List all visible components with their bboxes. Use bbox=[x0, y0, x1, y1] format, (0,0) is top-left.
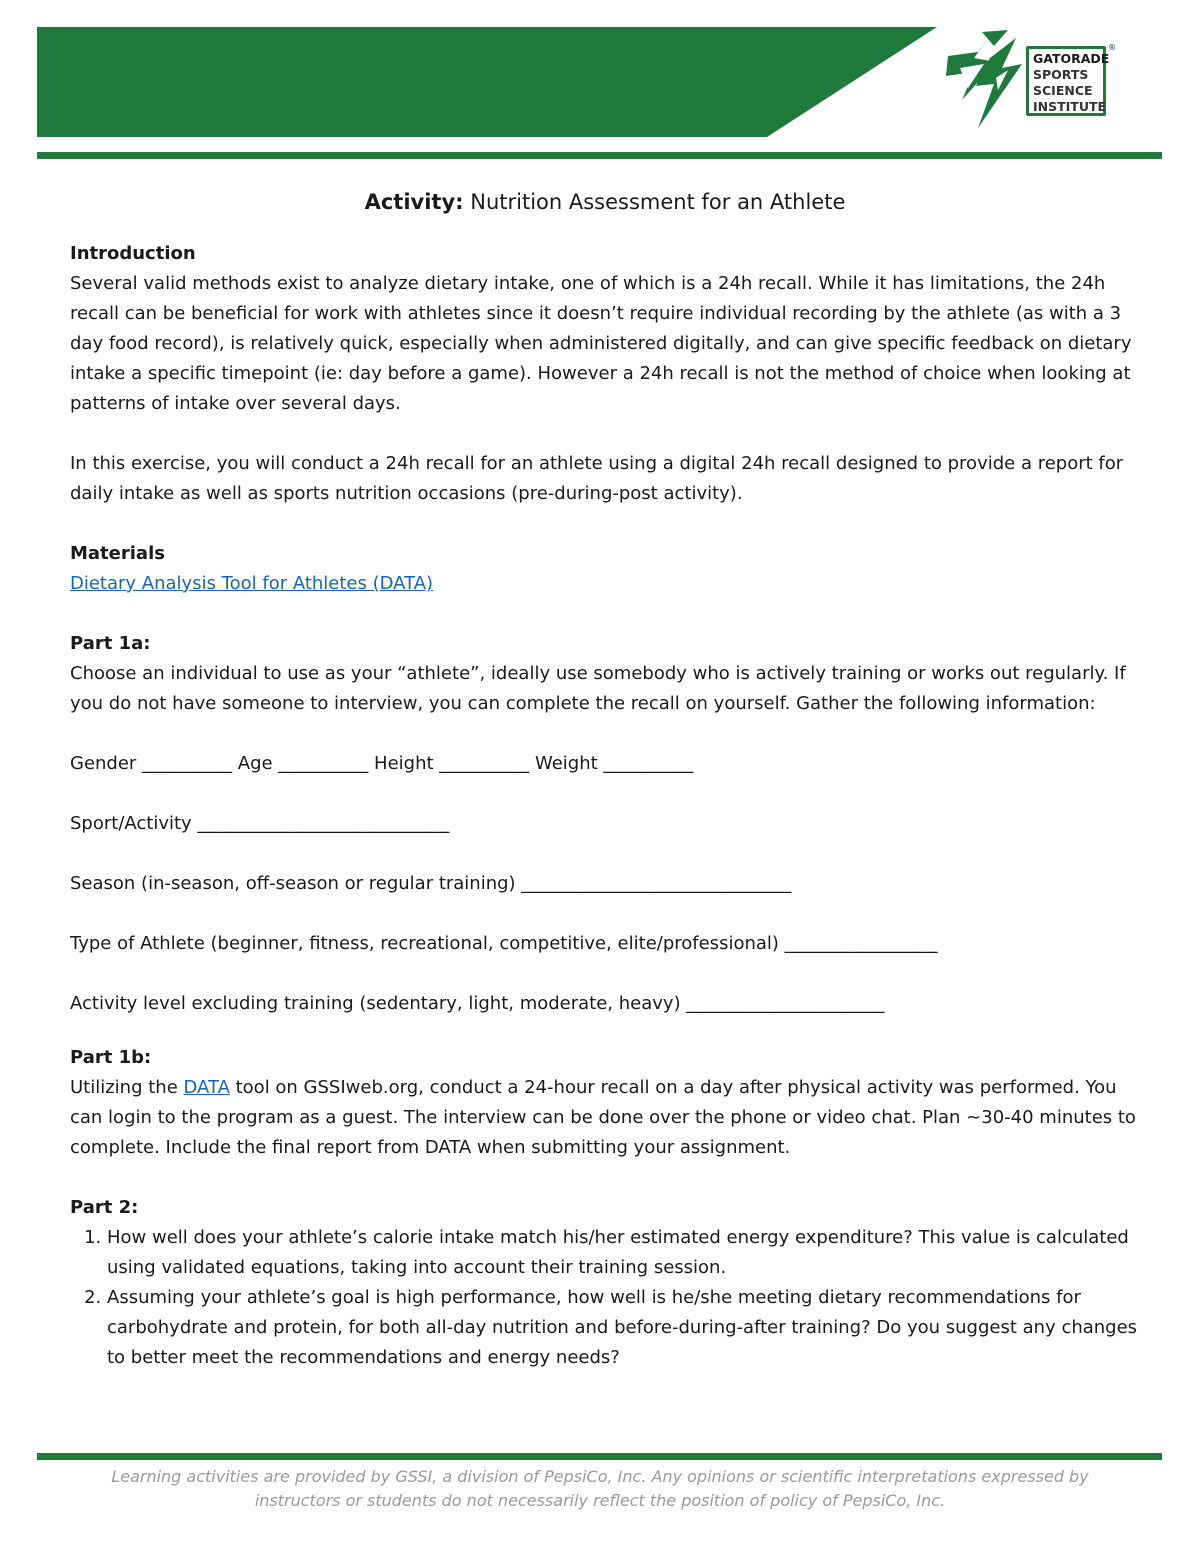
part1a-heading: Part 1a: bbox=[70, 633, 151, 654]
demographics-fields[interactable]: Gender __________ Age __________ Height __________ Weight __________ bbox=[70, 753, 694, 774]
part2-questions bbox=[70, 1223, 1140, 1373]
part1b-text bbox=[70, 1073, 1140, 1163]
activity-level-field[interactable]: Activity level excluding training (sedentary, light, moderate, heavy) ______________________ bbox=[70, 993, 885, 1014]
footer-rule bbox=[37, 1453, 1162, 1460]
part1b-heading: Part 1b: bbox=[70, 1047, 152, 1068]
introduction-paragraph-2: In this exercise, you will conduct a 24h recall for an athlete using a digital 24h recall designed to provide a report for daily intake as well as sports nutrition occasions (pre-during-post activity). bbox=[70, 453, 1124, 504]
athlete-type-field[interactable]: Type of Athlete (beginner, fitness, recreational, competitive, elite/professional) _________________ bbox=[70, 933, 938, 954]
logo-line-2: SPORTS bbox=[1033, 67, 1089, 82]
logo-wordmark bbox=[1026, 46, 1110, 116]
data-tool-link[interactable]: Dietary Analysis Tool for Athletes (DATA) bbox=[70, 573, 434, 594]
footer-line-1: Learning activities are provided by GSSI, a division of PepsiCo, Inc. Any opinions or scientific interpretations expressed by bbox=[111, 1467, 1089, 1486]
footer-disclaimer bbox=[60, 1465, 1140, 1513]
footer-line-2: instructors or students do not necessarily reflect the position of policy of PepsiCo, Inc. bbox=[254, 1491, 946, 1510]
registered-mark: ® bbox=[1108, 43, 1116, 52]
materials-heading: Materials bbox=[70, 543, 165, 564]
question-1: 1. How well does your athlete’s calorie intake match his/her estimated energy expenditure? This value is calculated using validated equations, taking into account their training session. bbox=[107, 1223, 1140, 1283]
part1b-text-after: tool on GSSIweb.org, conduct a 24-hour recall on a day after physical activity was performed. You can login to the program as a guest. The interview can be done over the phone or video chat. Plan ~30-40 minutes to complete. Include the final report from DATA when submitting your assignment. bbox=[70, 1077, 1136, 1158]
part2-heading: Part 2: bbox=[70, 1197, 139, 1218]
header-banner bbox=[37, 27, 937, 137]
introduction-heading: Introduction bbox=[70, 243, 196, 264]
logo-line-1: GATORADE bbox=[1033, 51, 1110, 66]
title-label: Activity: bbox=[364, 190, 464, 214]
page-title bbox=[70, 185, 1140, 219]
part1a-text: Choose an individual to use as your “athlete”, ideally use somebody who is actively training or works out regularly. If you do not have someone to interview, you can complete the recall on yourself. Gather the following information: bbox=[70, 663, 1126, 714]
logo-line-4: INSTITUTE bbox=[1033, 99, 1107, 114]
lightning-bolt-icon bbox=[938, 28, 1028, 130]
title-text: Nutrition Assessment for an Athlete bbox=[470, 190, 846, 214]
sport-field[interactable]: Sport/Activity ____________________________ bbox=[70, 813, 450, 834]
gssi-logo bbox=[938, 28, 1123, 130]
logo-line-3: SCIENCE bbox=[1033, 83, 1093, 98]
document-body bbox=[70, 185, 1140, 1373]
introduction-paragraph-1: Several valid methods exist to analyze dietary intake, one of which is a 24h recall. While it has limitations, the 24h recall can be beneficial for work with athletes since it doesn’t require individual recording by the athlete (as with a 3 day food record), is relatively quick, especially when administered digitally, and can give specific feedback on dietary intake a specific timepoint (ie: day before a game). However a 24h recall is not the method of choice when looking at patterns of intake over several days. bbox=[70, 273, 1132, 414]
season-field[interactable]: Season (in-season, off-season or regular training) ______________________________ bbox=[70, 873, 792, 894]
data-link[interactable]: DATA bbox=[183, 1077, 230, 1098]
question-2: 2. Assuming your athlete’s goal is high performance, how well is he/she meeting dietary recommendations for carbohydrate and protein, for both all-day nutrition and before-during-after training? Do you suggest any changes to better meet the recommendations and energy needs? bbox=[107, 1283, 1140, 1373]
header-rule bbox=[37, 152, 1162, 159]
part1b-text-before: Utilizing the bbox=[70, 1077, 184, 1098]
